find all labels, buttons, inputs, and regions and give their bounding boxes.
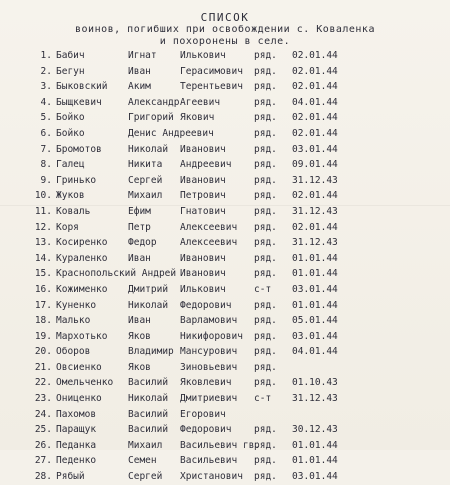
patronymic: Илькович — [180, 283, 226, 295]
rank: ряд. — [254, 127, 277, 139]
rank: ряд. — [254, 455, 277, 467]
date-of-death: 03.01.44 — [292, 330, 338, 342]
row-number: 25. — [34, 424, 52, 436]
surname: Омельченко — [56, 377, 114, 389]
patronymic: Алексеевич — [180, 237, 238, 249]
list-item — [30, 95, 445, 111]
rank: ряд. — [254, 65, 277, 77]
row-number: 20. — [34, 346, 52, 358]
rank: ряд. — [254, 361, 277, 373]
row-number: 6. — [40, 127, 52, 139]
patronymic: Иванович — [180, 252, 226, 264]
given-name: Владимир — [128, 346, 174, 358]
row-number: 4. — [40, 96, 52, 108]
rank: с-т — [254, 283, 272, 295]
row-number: 13. — [34, 237, 52, 249]
given-name: Аким — [128, 81, 151, 93]
date-of-death: 31.12.43 — [292, 237, 338, 249]
patronymic: Илькович — [180, 50, 226, 61]
list-item — [30, 110, 445, 126]
rank: ряд. — [254, 299, 277, 311]
surname: Бойко — [56, 112, 85, 124]
list-item — [30, 282, 445, 298]
given-name: Денис Андреевич — [128, 127, 214, 139]
rank: ряд. — [254, 81, 277, 93]
date-of-death: 04.01.44 — [292, 96, 338, 108]
list-item — [30, 469, 445, 485]
given-name: Никита — [128, 159, 163, 171]
row-number: 9. — [40, 174, 52, 186]
list-item — [30, 453, 445, 469]
rank: ряд. — [254, 346, 277, 358]
given-name: Михаил — [128, 439, 163, 451]
list-item — [30, 360, 445, 376]
patronymic: Христанович — [180, 471, 243, 483]
date-of-death: 01.10.43 — [292, 377, 338, 389]
rank: ряд. — [254, 159, 277, 171]
list-item — [30, 344, 445, 360]
date-of-death: 02.01.44 — [292, 81, 338, 93]
list-item — [30, 251, 445, 267]
row-number: 24. — [34, 408, 52, 420]
patronymic: Терентьевич — [180, 81, 243, 93]
surname: Быщкевич — [56, 96, 102, 108]
given-name: Николай — [128, 393, 169, 405]
patronymic: Агеевич — [180, 96, 221, 108]
list-item — [30, 204, 445, 220]
list-item — [30, 407, 445, 423]
surname: Коря — [56, 221, 79, 233]
rank: ряд. — [254, 252, 277, 264]
date-of-death: 01.01.44 — [292, 252, 338, 264]
surname: Ониценко — [56, 393, 102, 405]
row-number: 2. — [40, 65, 52, 77]
row-number: 21. — [34, 361, 52, 373]
date-of-death: 05.01.44 — [292, 315, 338, 327]
surname: Галец — [56, 159, 85, 171]
given-name: Семен — [128, 455, 157, 467]
date-of-death: 03.01.44 — [292, 471, 338, 483]
given-name: Николай — [128, 299, 169, 311]
row-number: 10. — [34, 190, 52, 202]
list-item — [30, 313, 445, 329]
rank: ряд. — [254, 50, 277, 61]
rank: ряд. — [254, 190, 277, 202]
surname: Бабич — [56, 50, 85, 61]
given-name: Ефим — [128, 205, 151, 217]
patronymic: Варламович — [180, 315, 238, 327]
list-item — [30, 266, 445, 282]
list-item — [30, 188, 445, 204]
date-of-death: 31.12.43 — [292, 393, 338, 405]
given-name: Василий — [128, 377, 169, 389]
patronymic: Иванович — [180, 143, 226, 155]
row-number: 8. — [40, 159, 52, 171]
date-of-death: 02.01.44 — [292, 65, 338, 77]
row-number: 26. — [34, 439, 52, 451]
given-name: Александр — [128, 96, 180, 108]
row-number: 15. — [34, 268, 52, 280]
date-of-death: 02.01.44 — [292, 127, 338, 139]
given-name: Федор — [128, 237, 157, 249]
rank: ряд. — [254, 330, 277, 342]
date-of-death: 31.12.43 — [292, 174, 338, 186]
rank: ряд. — [254, 221, 277, 233]
rank: с-т — [254, 393, 272, 405]
surname: Малько — [56, 315, 91, 327]
surname: Оборов — [56, 346, 91, 358]
list-item — [30, 142, 445, 158]
date-of-death: 01.01.44 — [292, 299, 338, 311]
surname: Краснопольский Андрей — [56, 268, 177, 280]
surname: Педанка — [56, 439, 97, 451]
patronymic: Дмитриевич — [180, 393, 238, 405]
patronymic: Иванович — [180, 174, 226, 186]
date-of-death: 02.01.44 — [292, 221, 338, 233]
list-item — [30, 126, 445, 142]
list-item — [30, 157, 445, 173]
date-of-death: 04.01.44 — [292, 346, 338, 358]
surname: Рябый — [56, 471, 85, 483]
patronymic: Федорович — [180, 299, 232, 311]
row-number: 23. — [34, 393, 52, 405]
given-name: Яков — [128, 361, 151, 373]
soldier-list — [30, 48, 445, 485]
patronymic: Якович — [180, 112, 215, 124]
date-of-death: 02.01.44 — [292, 50, 338, 61]
given-name: Григорий — [128, 112, 174, 124]
date-of-death: 01.01.44 — [292, 268, 338, 280]
rank: ряд. — [254, 96, 277, 108]
row-number: 28. — [34, 471, 52, 483]
rank: ряд. — [254, 112, 277, 124]
surname: Гринько — [56, 174, 97, 186]
given-name: Дмитрий — [128, 283, 169, 295]
rank: ряд. — [254, 205, 277, 217]
patronymic: Петрович — [180, 190, 226, 202]
list-item — [30, 64, 445, 80]
document-header — [0, 12, 450, 48]
surname: Кураленко — [56, 252, 108, 264]
patronymic: Егорович — [180, 408, 226, 420]
patronymic: Герасимович — [180, 65, 243, 77]
surname: Куненко — [56, 299, 97, 311]
list-item — [30, 375, 445, 391]
list-item — [30, 235, 445, 251]
row-number: 19. — [34, 330, 52, 342]
surname: Быковский — [56, 81, 108, 93]
row-number: 18. — [34, 315, 52, 327]
rank: ряд. — [254, 471, 277, 483]
list-item — [30, 298, 445, 314]
given-name: Сергей — [128, 471, 163, 483]
date-of-death: 02.01.44 — [292, 112, 338, 124]
row-number: 27. — [34, 455, 52, 467]
rank: ряд. — [254, 439, 277, 451]
patronymic: Мансурович — [180, 346, 238, 358]
surname: Бегун — [56, 65, 85, 77]
patronymic: Федорович — [180, 424, 232, 436]
list-item — [30, 422, 445, 438]
date-of-death: 30.12.43 — [292, 424, 338, 436]
row-number: 1. — [40, 50, 52, 61]
document-subtitle-line1: воинов, погибших при освобождении с. Коваленка — [75, 24, 375, 35]
surname: Паращук — [56, 424, 97, 436]
surname: Косиренко — [56, 237, 108, 249]
given-name: Михаил — [128, 190, 163, 202]
surname: Бойко — [56, 127, 85, 139]
row-number: 12. — [34, 221, 52, 233]
row-number: 22. — [34, 377, 52, 389]
row-number: 14. — [34, 252, 52, 264]
list-item — [30, 391, 445, 407]
given-name: Яков — [128, 330, 151, 342]
given-name: Василий — [128, 424, 169, 436]
patronymic: Гнатович — [180, 205, 226, 217]
given-name: Николай — [128, 143, 169, 155]
list-item — [30, 220, 445, 236]
rank: ряд. — [254, 377, 277, 389]
given-name: Петр — [128, 221, 151, 233]
surname: Кожименко — [56, 283, 108, 295]
surname: Овсиенко — [56, 361, 102, 373]
date-of-death: 01.01.44 — [292, 455, 338, 467]
given-name: Иван — [128, 315, 151, 327]
row-number: 16. — [34, 283, 52, 295]
list-item — [30, 48, 445, 64]
given-name: Игнат — [128, 50, 157, 61]
date-of-death: 01.01.44 — [292, 439, 338, 451]
list-item — [30, 438, 445, 454]
given-name: Сергей — [128, 174, 163, 186]
row-number: 17. — [34, 299, 52, 311]
rank: ряд. — [254, 424, 277, 436]
rank: ряд. — [254, 143, 277, 155]
surname: Бромотов — [56, 143, 102, 155]
date-of-death: 09.01.44 — [292, 159, 338, 171]
given-name: Иван — [128, 252, 151, 264]
row-number: 7. — [40, 143, 52, 155]
date-of-death: 03.01.44 — [292, 283, 338, 295]
row-number: 5. — [40, 112, 52, 124]
surname: Коваль — [56, 205, 91, 217]
date-of-death: 02.01.44 — [292, 190, 338, 202]
patronymic: Андреевич — [180, 159, 232, 171]
surname: Пахомов — [56, 408, 97, 420]
patronymic: Алексеевич — [180, 221, 238, 233]
rank: ряд. — [254, 174, 277, 186]
surname: Педенко — [56, 455, 97, 467]
row-number: 3. — [40, 81, 52, 93]
patronymic: Яковлевич — [180, 377, 232, 389]
list-item — [30, 173, 445, 189]
surname: Мархотько — [56, 330, 108, 342]
patronymic: Васильевич — [180, 455, 238, 467]
date-of-death: 03.01.44 — [292, 143, 338, 155]
patronymic: Иванович — [180, 268, 226, 280]
given-name: Иван — [128, 65, 151, 77]
date-of-death: 31.12.43 — [292, 205, 338, 217]
patronymic: Васильевич гв. — [180, 439, 261, 451]
list-item — [30, 79, 445, 95]
rank: ряд. — [254, 268, 277, 280]
given-name: Василий — [128, 408, 169, 420]
list-item — [30, 329, 445, 345]
rank: ряд. — [254, 315, 277, 327]
surname: Жуков — [56, 190, 85, 202]
patronymic: Зиновьевич — [180, 361, 238, 373]
document-title: СПИСОК — [200, 11, 250, 24]
patronymic: Никифорович — [180, 330, 243, 342]
row-number: 11. — [34, 205, 52, 217]
rank: ряд. — [254, 237, 277, 249]
document-subtitle-line2: и похоронены в селе. — [159, 36, 291, 47]
